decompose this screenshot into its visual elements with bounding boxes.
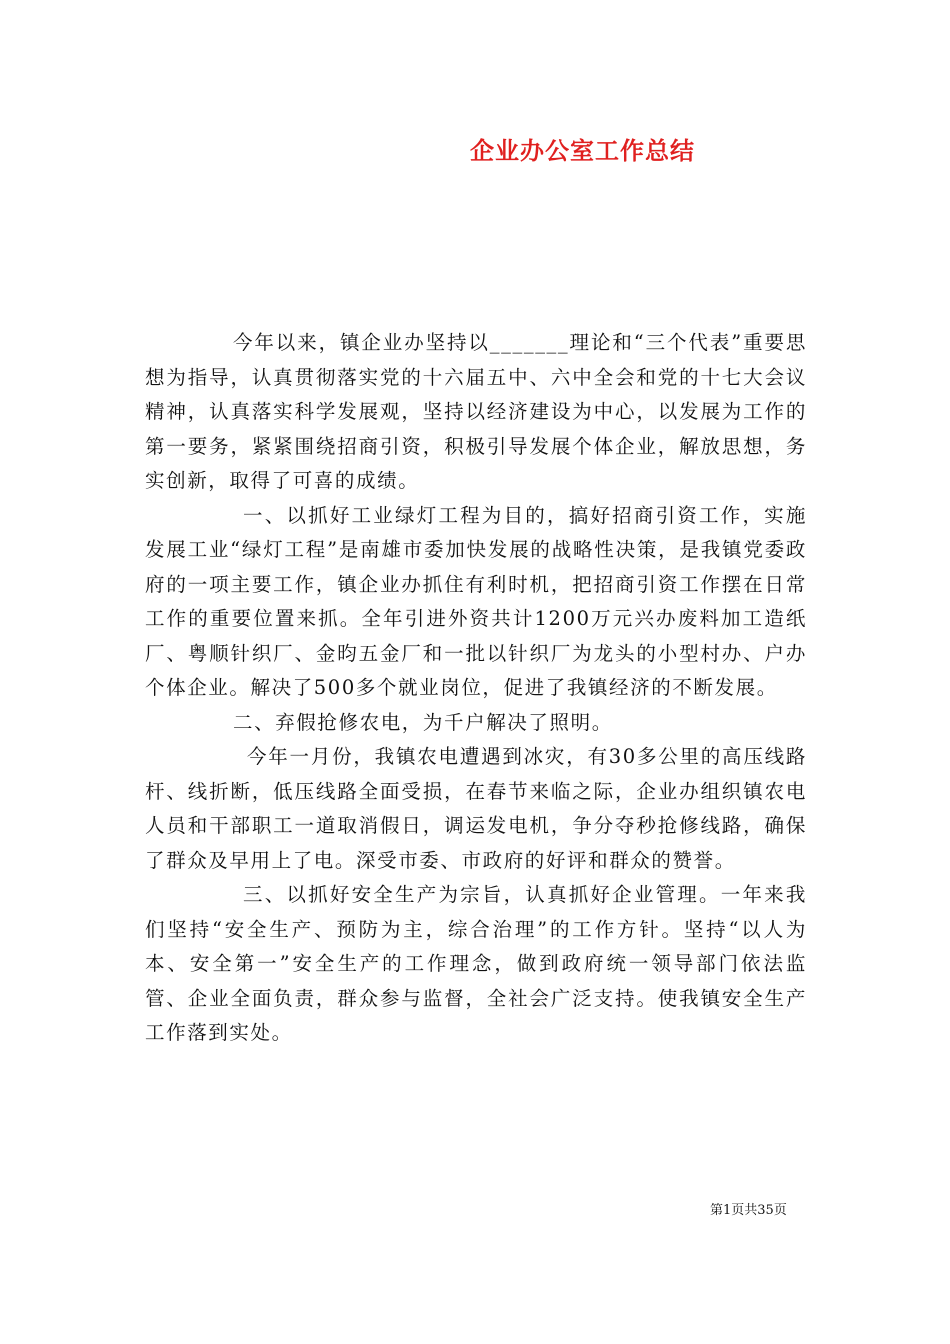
paragraph-section-2-body: 今年一月份，我镇农电遭遇到冰灾，有30多公里的高压线路杆、线折断，低压线路全面受损，在春节来临之际，企业办组织镇农电人员和干部职工一道取消假日，调运发电机，争分夺秒抢修线路，确保了群众及早用上了电。深受市委、市政府的好评和群众的赞誉。 — [145, 745, 807, 872]
paragraph-section-3: 三、以抓好安全生产为宗旨，认真抓好企业管理。一年来我们坚持“安全生产、预防为主，综合治理”的工作方针。坚持“以人为本、安全第一”安全生产的工作理念，做到政府统一领导部门依法监管、企业全面负责，群众参与监督，全社会广泛支持。使我镇安全生产工作落到实处。 — [145, 883, 807, 1044]
paragraph-section-1: 一、以抓好工业绿灯工程为目的，搞好招商引资工作，实施发展工业“绿灯工程”是南雄市委加快发展的战略性决策，是我镇党委政府的一项主要工作，镇企业办抓住有利时机，把招商引资工作摆在日常工作的重要位置来抓。全年引进外资共计1200万元兴办废料加工造纸厂、粤顺针织厂、金昀五金厂和一批以针织厂为龙头的小型村办、户办个体企业。解决了500多个就业岗位，促进了我镇经济的不断发展。 — [145, 503, 807, 699]
page-number-footer: 第1页共35页 — [710, 1203, 787, 1218]
paragraph-intro: 今年以来，镇企业办坚持以_______理论和“三个代表”重要思想为指导，认真贯彻落实党的十六届五中、六中全会和党的十七大会议精神，认真落实科学发展观，坚持以经济建设为中心，以发展为工作的第一要务，紧紧围绕招商引资，积极引导发展个体企业，解放思想，务实创新，取得了可喜的成绩。 — [145, 331, 807, 492]
document-body — [145, 326, 807, 1051]
paragraph-section-2-heading: 二、弃假抢修农电，为千户解决了照明。 — [233, 710, 613, 734]
document-title: 企业办公室工作总结 — [470, 136, 695, 165]
